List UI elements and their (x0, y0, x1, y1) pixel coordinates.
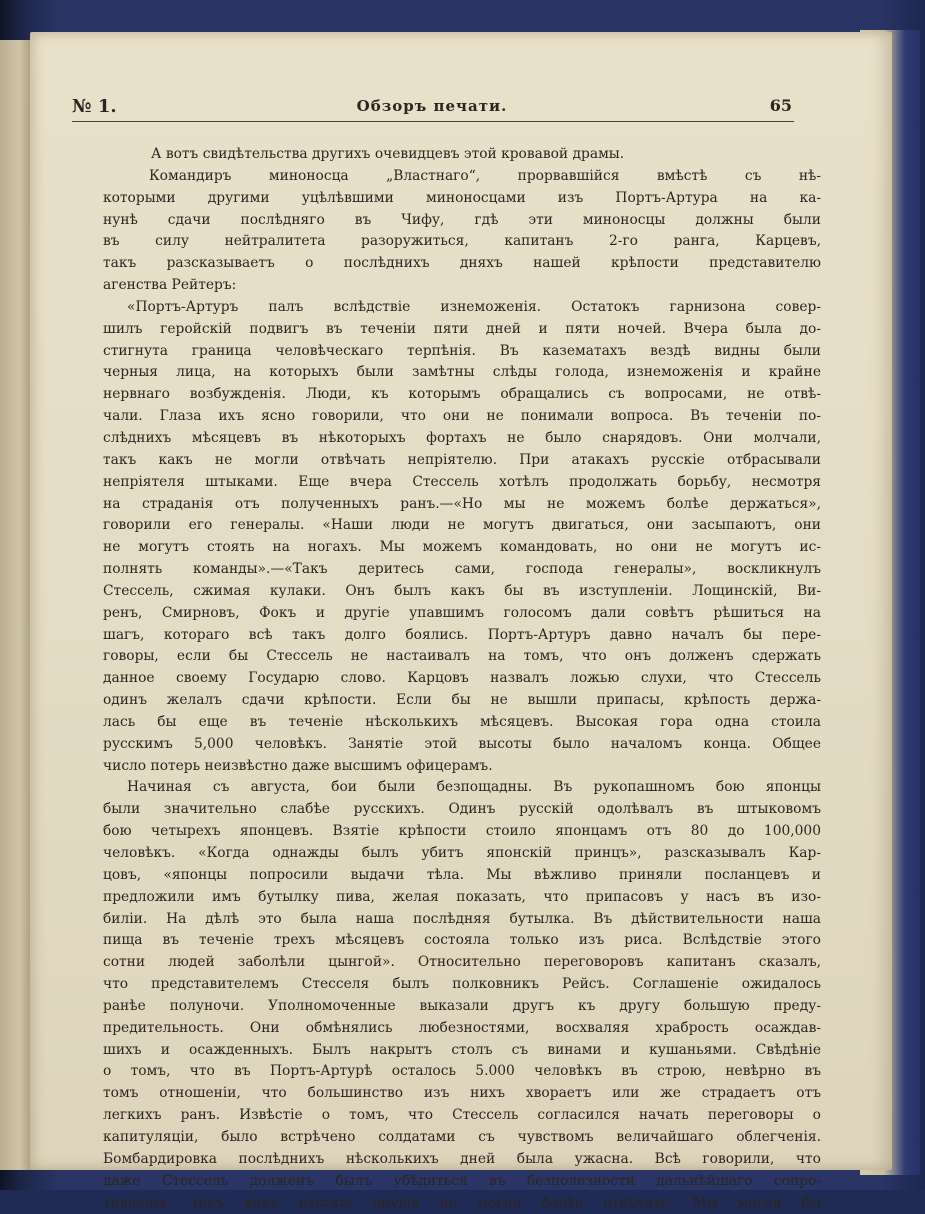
header-rule (72, 121, 794, 122)
text-line: ранѣе полуночи. Уполномоченные выказали другъ къ другу большую преду- (103, 996, 821, 1018)
text-line: на страданія отъ полученныхъ ранъ.—«Но мы не можемъ болѣе держаться», (103, 494, 821, 516)
text-line: говоры, если бы Стессель не настаивалъ на томъ, что онъ долженъ сдержать (103, 646, 821, 668)
text-line: томъ отношеніи, что большинство изъ нихъ хвораетъ или же страдаетъ отъ (103, 1083, 821, 1105)
text-line: даже Стессель долженъ былъ убѣдиться въ безполезности дальнѣйшаго сопро- (103, 1171, 821, 1193)
text-line: данное своему Государю слово. Карцовъ назвалъ ложью слухи, что Стессель (103, 668, 821, 690)
text-line: Бомбардировка послѣднихъ нѣсколькихъ дней была ужасна. Всѣ говорили, что (103, 1149, 821, 1171)
text-line: ренъ, Смирновъ, Фокъ и другіе упавшимъ голосомъ дали совѣтъ рѣшиться на (103, 603, 821, 625)
text-line: черныя лица, на которыхъ были замѣтны слѣды голода, изнеможенія и крайне (103, 362, 821, 384)
text-line: шихъ и осажденныхъ. Былъ накрытъ столъ съ винами и кушаньями. Свѣдѣніе (103, 1040, 821, 1062)
text-line: слѣднихъ мѣсяцевъ въ нѣкоторыхъ фортахъ не было снарядовъ. Они молчали, (103, 428, 821, 450)
running-title: Обзоръ печати. (72, 97, 792, 115)
text-line: русскимъ 5,000 человѣкъ. Занятіе этой высоты было началомъ конца. Общее (103, 734, 821, 756)
text-line: нервнаго возбужденія. Люди, къ которымъ обращались съ вопросами, не отвѣ- (103, 384, 821, 406)
text-line: нунѣ сдачи послѣдняго въ Чифу, гдѣ эти миноносцы должны были (103, 210, 821, 232)
text-line: такъ разсказываетъ о послѣднихъ дняхъ нашей крѣпости представителю (103, 253, 821, 275)
text-line: человѣкъ. «Когда однажды былъ убитъ японскій принцъ», разсказывалъ Кар- (103, 843, 821, 865)
text-line: пища въ теченіе трехъ мѣсяцевъ состояла только изъ риса. Вслѣдствіе этого (103, 930, 821, 952)
issue-number: № 1. (72, 96, 117, 117)
text-line: легкихъ ранъ. Извѣстіе о томъ, что Стессель согласился начать переговоры о (103, 1105, 821, 1127)
page-number: 65 (770, 96, 792, 115)
text-line: полнять команды».—«Такъ деритесь сами, господа генералы», воскликнулъ (103, 559, 821, 581)
text-line: Стессель, сжимая кулаки. Онъ былъ какъ бы въ изступленіи. Лощинскій, Ви- (103, 581, 821, 603)
text-line: «Портъ-Артуръ палъ вслѣдствіе изнеможенія. Остатокъ гарнизона совер- (103, 297, 821, 319)
text-line: лась бы еще въ теченіе нѣсколькихъ мѣсяцевъ. Высокая гора одна стоила (103, 712, 821, 734)
text-line: непріятеля штыками. Еще вчера Стессель хотѣлъ продолжать борьбу, несмотря (103, 472, 821, 494)
facing-page-edge (0, 40, 33, 1170)
text-line: чали. Глаза ихъ ясно говорили, что они не понимали вопроса. Въ теченіи по- (103, 406, 821, 428)
text-line: агенства Рейтеръ: (103, 275, 821, 297)
text-line: шагъ, котораго всѣ такъ долго боялись. Портъ-Артуръ давно началъ бы пере- (103, 625, 821, 647)
text-line: которыми другими уцѣлѣвшими миноносцами изъ Портъ-Артура на ка- (103, 188, 821, 210)
text-line: бою четырехъ японцевъ. Взятіе крѣпости стоило японцамъ отъ 80 до 100,000 (103, 821, 821, 843)
text-line: говорили его генералы. «Наши люди не могутъ двигаться, они засыпаютъ, они (103, 515, 821, 537)
text-line: предительность. Они обмѣнялись любезностями, восхваляя храбрость осаждав- (103, 1018, 821, 1040)
text-line: Командиръ миноносца „Властнаго“, прорвавшійся вмѣстѣ съ нѣ- (103, 166, 821, 188)
text-line: предложили имъ бутылку пива, желая показать, что припасовъ у насъ въ изо- (103, 887, 821, 909)
text-line: число потерь неизвѣстно даже высшимъ офицерамъ. (103, 756, 821, 778)
text-line: сотни людей заболѣли цынгой». Относительно переговоровъ капитанъ сказалъ, (103, 952, 821, 974)
text-line: что представителемъ Стесселя былъ полковникъ Рейсъ. Соглашеніе ожидалось (103, 974, 821, 996)
text-line: Начиная съ августа, бои были безпощадны. Въ рукопашномъ бою японцы (103, 777, 821, 799)
text-line: были значительно слабѣе русскихъ. Одинъ русскій одолѣвалъ въ штыковомъ (103, 799, 821, 821)
text-line: шилъ геройскій подвигъ въ теченіи пяти дней и пяти ночей. Вчера была до- (103, 319, 821, 341)
text-line: А вотъ свидѣтельства другихъ очевидцевъ этой кровавой драмы. (103, 144, 821, 166)
text-line: цовъ, «японцы попросили выдачи тѣла. Мы вѣжливо приняли посланцевъ и (103, 865, 821, 887)
text-line: биліи. На дѣлѣ это была наша послѣдняя бутылка. Въ дѣйствительности наша (103, 909, 821, 931)
text-line: тивленія, такъ какъ русскія орудія не могли болѣе отвѣчать. Мы могли бы (103, 1193, 821, 1214)
body-text (103, 144, 821, 1214)
text-line: капитуляціи, было встрѣчено солдатами съ чувствомъ величайшаго облегченія. (103, 1127, 821, 1149)
text-line: о томъ, что въ Портъ-Артурѣ осталось 5.000 человѣкъ въ строю, невѣрно въ (103, 1061, 821, 1083)
text-line: такъ какъ не могли отвѣчать непріятелю. При атакахъ русскіе отбрасывали (103, 450, 821, 472)
text-line: одинъ желалъ сдачи крѣпости. Если бы не вышли припасы, крѣпость держа- (103, 690, 821, 712)
text-line: въ силу нейтралитета разоружиться, капитанъ 2-го ранга, Карцевъ, (103, 231, 821, 253)
page-header (72, 96, 792, 120)
text-line: не могутъ стоять на ногахъ. Мы можемъ командовать, но они не могутъ ис- (103, 537, 821, 559)
text-line: стигнута граница человѣческаго терпѣнія. Въ казематахъ вездѣ видны были (103, 341, 821, 363)
